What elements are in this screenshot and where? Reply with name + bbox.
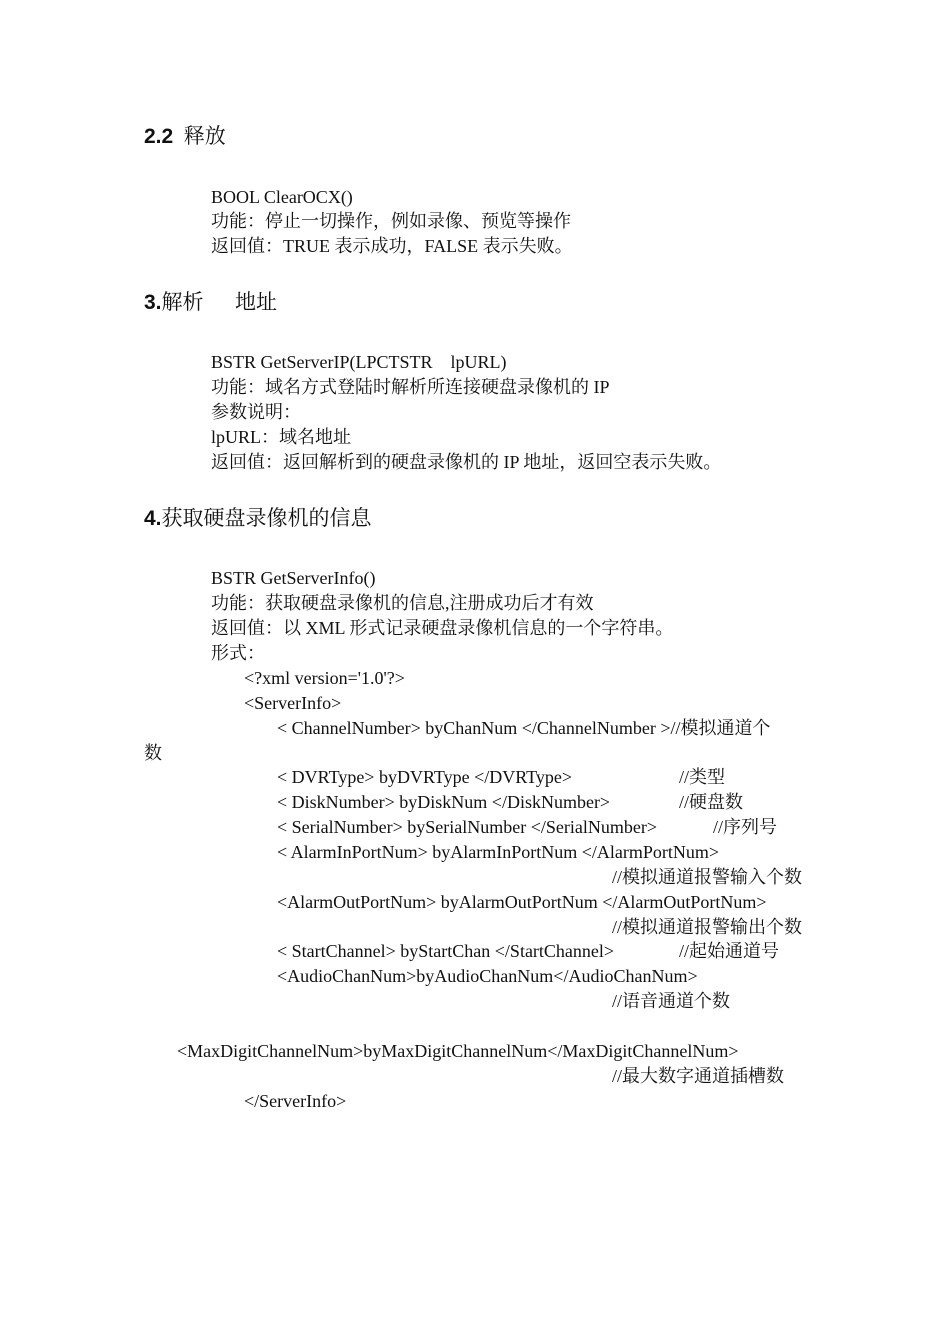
disk-number-code: < DiskNumber> byDiskNum </DiskNumber> — [277, 792, 611, 812]
max-digit-channel-comment: //最大数字通道插槽数 — [612, 1066, 785, 1086]
section-heading-4 — [144, 504, 372, 533]
section-number: 4. — [144, 507, 162, 530]
dvrtype-code: < DVRType> byDVRType </DVRType> — [277, 767, 573, 787]
clearocx-function: 功能：停止一切操作，例如录像、预览等操作 — [211, 211, 571, 231]
serverinfo-close-tag: </ServerInfo> — [244, 1091, 347, 1111]
section-heading-3 — [144, 288, 277, 317]
getserverip-params-label: 参数说明： — [211, 402, 301, 422]
clearocx-signature: BOOL ClearOCX() — [211, 187, 353, 207]
section-title: 获取硬盘录像机的信息 — [161, 506, 372, 530]
section-number: 2.2 — [144, 125, 174, 148]
channel-number-wrap: 数 — [144, 743, 162, 763]
start-channel-comment: //起始通道号 — [679, 941, 780, 961]
section-title: 释放 — [183, 124, 226, 148]
getserverinfo-function: 功能：获取硬盘录像机的信息,注册成功后才有效 — [211, 593, 594, 613]
audio-chan-comment: //语音通道个数 — [612, 991, 731, 1011]
clearocx-returns: 返回值：TRUE 表示成功，FALSE 表示失败。 — [211, 236, 573, 256]
getserverip-returns: 返回值：返回解析到的硬盘录像机的 IP 地址，返回空表示失败。 — [211, 452, 722, 472]
section-number: 3. — [144, 291, 162, 314]
serverinfo-open-tag: <ServerInfo> — [244, 693, 342, 713]
section-heading-2-2 — [144, 122, 226, 151]
getserverip-function: 功能：域名方式登陆时解析所连接硬盘录像机的 IP — [211, 377, 610, 397]
dvrtype-comment: //类型 — [679, 767, 726, 787]
alarm-in-comment: //模拟通道报警输入个数 — [612, 867, 803, 887]
serial-number-comment: //序列号 — [713, 817, 778, 837]
channel-number-line: < ChannelNumber> byChanNum </ChannelNumber >//模拟通道个 — [277, 718, 771, 738]
alarm-out-code: <AlarmOutPortNum> byAlarmOutPortNum </AlarmOutPortNum> — [277, 892, 767, 912]
getserverinfo-returns: 返回值：以 XML 形式记录硬盘录像机信息的一个字符串。 — [211, 618, 674, 638]
max-digit-channel-code: <MaxDigitChannelNum>byMaxDigitChannelNum</MaxDigitChannelNum> — [177, 1041, 739, 1061]
getserverinfo-signature: BSTR GetServerInfo() — [211, 568, 376, 588]
start-channel-code: < StartChannel> byStartChan </StartChannel> — [277, 941, 615, 961]
audio-chan-code: <AudioChanNum>byAudioChanNum</AudioChanNum> — [277, 966, 698, 986]
disk-number-comment: //硬盘数 — [679, 792, 744, 812]
alarm-out-comment: //模拟通道报警输出个数 — [612, 917, 803, 937]
serial-number-code: < SerialNumber> bySerialNumber </SerialNumber> — [277, 817, 658, 837]
xml-declaration: <?xml version='1.0'?> — [244, 668, 405, 688]
section-title: 解析 地址 — [161, 290, 278, 314]
alarm-in-code: < AlarmInPortNum> byAlarmInPortNum </AlarmPortNum> — [277, 842, 720, 862]
getserverinfo-format-label: 形式： — [211, 643, 265, 663]
getserverip-param-lpurl: lpURL：域名地址 — [211, 427, 352, 447]
getserverip-signature: BSTR GetServerIP(LPCTSTR lpURL) — [211, 352, 507, 372]
